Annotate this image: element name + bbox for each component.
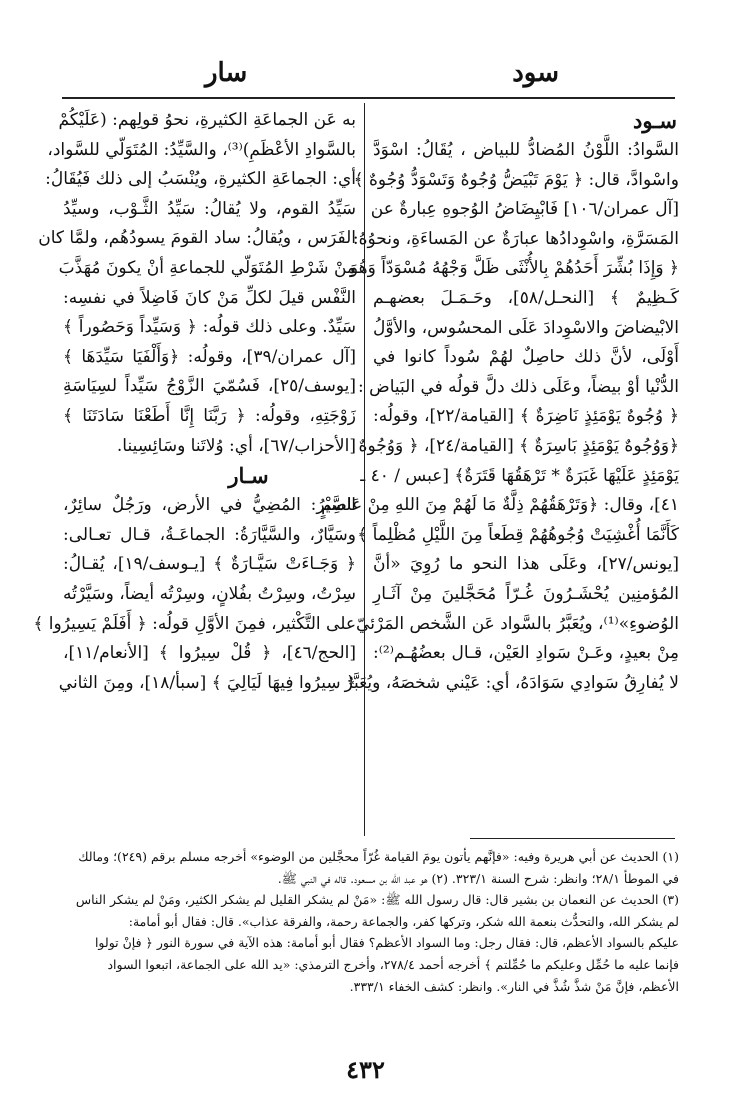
text-line: ﴿وَوُجُوهٌ يَوْمَئِذٍ بَاسِرَةٌ ﴾ [القيامة/٢٤]، ﴿ وَوُجُوهٌ <box>358 435 679 456</box>
text-line: السَّوادُ: اللَّوْنُ المُضادُّ للبياض ، يُقَالُ: اسْوَدَّ <box>373 140 679 160</box>
text-line: أَوْلَى، لأنَّ ذلك حاصِلٌ لهُمْ سُوداً كانوا في <box>373 347 679 368</box>
text-line: السَّيْرُ: المُضِيُّ في الأرض، ورَجُلٌ سائِرٌ، <box>63 495 356 516</box>
text-line: [يوسف/٢٥]، فَسُمّيَ الزَّوْجُ سَيِّداً لسِيَاسَةِ <box>63 376 356 397</box>
text-line: المَسَرَّةِ، واسْوِدادُها عبارَةٌ عن المَساءَةِ، ونحوُهُ: <box>352 228 679 249</box>
text-line: [الأحزاب/٦٧]، أي: وُلاتَنا وسَائِسِينا. <box>116 435 356 456</box>
column-divider <box>364 103 365 836</box>
footnote-line: (٣) الحديث عن النعمان بن بشير قال: قال رسول الله ﷺ: «مَنْ لم يشكر القليل لم يشكر الكثير، ومَنْ لم يشكر الناس <box>75 892 679 908</box>
page-header <box>60 58 677 96</box>
footnote-line: لم يشكر الله، والتحدُّث بنعمة الله شكر، وتركها كفر، والجماعة رحمة، والفرقة عذاب». قال: فقال أبو أمامة: <box>128 913 679 929</box>
text-line: بالسَّوادِ الأعْظَمِ)⁽³⁾، والسَّيِّدُ: المُتَوَلّي للسَّواد، <box>47 139 356 160</box>
text-line: الوُضوءِ»⁽¹⁾، ويُعَبَّرُ بالسَّواد عَن الشَّخص المَرْئيّ <box>356 613 679 634</box>
entry-title-sawad: سـود <box>633 108 677 133</box>
text-line: سَيِّدُ القوم، ولا يُقالُ: سَيِّدُ الثَّـوْب، وسيِّدُ <box>63 198 356 219</box>
text-line: مِنْ بعيدٍ، وعَـنْ سَوادِ العَيْن، قـال بعضُهُـم⁽²⁾: <box>373 643 679 664</box>
text-line: ﴿ سِيرُوا فِيهَا لَيَالِيَ ﴾ [سبأ/١٨]، ومِنَ الثاني <box>58 672 356 693</box>
header-root-right: سود <box>512 58 559 88</box>
footnote-line: في الموطأ ٢٨/١؛ وانظر: شرح السنة ٣٢٣/١. (٢) هو عبد الله بن مسعود. قاله في النبي ﷺ. <box>277 870 679 886</box>
footnote-rule <box>470 838 675 839</box>
text-line: سِرْتُ، وسِرْتُ بفُلانٍ، وسِرْتُه أيضاً، وسَيَّرْتُه <box>63 583 356 604</box>
text-line: زَوْجَتِهِ، وقولُه: ﴿ رَبَّنَا إِنَّا أَطَعْنَا سَادَتَنَا ﴾ <box>63 405 356 426</box>
footnotes <box>59 846 679 997</box>
text-line: واسْوادَّ، قال: ﴿ يَوْمَ تَبْيَضُّ وُجُوهٌ وَتَسْوَدُّ وُجُوهٌ ﴾ <box>353 169 679 190</box>
text-line: [آل عمران/٣٩]، وقولُه: ﴿وَأَلْفَيَا سَيِّدَهَا ﴾ <box>63 346 356 367</box>
text-line: أي: الجماعَةِ الكثيرةِ، ويُنْسَبُ إلى ذلك فَيُقَالُ: <box>45 169 356 190</box>
text-line: ﴿ وَإِذَا بُشِّرَ أَحَدُهُمْ بِالأُنْثَى ظَلَّ وَجْهُهُ مُسْوَدّاً وَهُوَ <box>349 258 679 279</box>
text-line: وسَيَّارٌ، والسَّيَّارَةُ: الجماعَـةُ، قـال تعـالى: <box>63 524 356 545</box>
entry-title-sar: سـار <box>228 463 269 489</box>
text-line: [يونس/٢٧]، وعَلَى هذا النحو ما رُوِيَ «أنَّ <box>373 554 679 575</box>
left-column <box>33 106 356 836</box>
footnote-line: (١) الحديث عن أبي هريرة وفيه: «فإنَّهم يأتون يومَ القيامة غُرّاً محجَّلين من الوضوء» أخرجه مسلم برقم (٢٤٩)؛ ومالك <box>78 849 679 864</box>
text-line: على التَّكْثير، فمِنَ الأوَّلِ قولُه: ﴿ أَفَلَمْ يَسِيرُوا ﴾ <box>33 613 356 634</box>
text-line: كَأَنَّمَا أُغْشِيَتْ وُجُوهُهُمْ قِطَعاً مِنَ اللَّيْلِ مُظْلِماً ﴾ <box>357 524 679 545</box>
text-line: كَـظِيمٌ ﴾ [النحـل/٥٨]، وحَـمَـلَ بعضهـم <box>373 287 679 308</box>
text-line: لا يُفارِقُ سَوادِي سَوَادَهُ، أي: عَيْني شخصَهُ، ويُعَبَّرُ <box>344 672 679 693</box>
text-line: الدُّنْيا أوْ بيضاً، وعَلَى ذلك دلَّ قولُه في البَياض : <box>358 376 679 397</box>
text-line: يَوْمَئِذٍ عَلَيْهَا غَبَرَةٌ * تَرْهَقُهَا قَتَرَةٌ﴾ [عبس / ٤٠ ـ <box>360 465 679 486</box>
header-root-left: سار <box>205 58 248 88</box>
text-line: ﴿ وَجَـاءَتْ سَيَّـارَةٌ ﴾ [يـوسف/١٩]، يُقـالُ: <box>63 554 356 575</box>
text-line: مِنْ شَرْطِ المُتَوَلّي للجماعةِ أنْ يكونَ مُهَذَّبَ <box>58 257 356 278</box>
right-column <box>321 106 679 836</box>
text-line: الابْيضاضَ والاسْوِدادَ عَلَى المحسُوس، والأوَّلُ <box>373 317 679 338</box>
text-line: سَيِّدٌ. وعلى ذلك قولُه: ﴿ وَسَيِّداً وَحَصُوراً ﴾ <box>63 317 356 338</box>
text-line: الفَرَس ، ويُقالُ: ساد القومَ يسودُهُم، ولمَّا كان <box>38 228 356 249</box>
text-line: المُؤمنِين يُحْشَـرُونَ غُـرّاً مُحَجَّلينَ مِنْ آثَـارِ <box>373 583 679 604</box>
text-line: ٤١]، وقال: ﴿وَتَرْهَقُهُمْ ذِلَّةٌ مَا لَهُمْ مِنَ اللهِ مِنْ عَاصِمٍ <box>321 495 679 516</box>
footnote-line: الأعظم، فإنَّ مَنْ شذَّ شُذَّ في النار». وانظر: كشف الخفاء ٣٣٣/١. <box>349 978 679 994</box>
page-number: ٤٣٢ <box>346 1055 385 1084</box>
text-line: [آل عمران/١٠٦] فَابْيِضَاضُ الوُجوهِ عِبارةٌ عن <box>370 199 679 220</box>
header-rule <box>62 97 675 99</box>
text-line: النَّفْس قيلَ لكلِّ مَنْ كانَ فَاضِلاً في نفسِه: <box>63 287 356 308</box>
text-line: [الحج/٤٦]، ﴿ قُلْ سِيرُوا ﴾ [الأنعام/١١]، <box>63 643 356 664</box>
footnote-line: عليكم بالسواد الأعظم، قال: فقال رجل: وما السواد الأعظم؟ فقال أبو أمامة: هذه الآية في سورة النور ﴿ فإنْ تولوا <box>94 935 679 951</box>
footnote-line: فإنما عليه ما حُمِّل وعليكم ما حُمِّلتم ﴾ أخرجه أحمد ٢٧٨/٤، وأخرج الترمذي: «يد الله على الجماعة، اتبعوا السواد <box>107 956 679 972</box>
text-line: به عَن الجماعَةِ الكثيرةِ، نحوُ قولِهم: (عَلَيْكُمْ <box>58 110 356 130</box>
text-line: ﴿ وُجُوهٌ يَوْمَئِذٍ نَاضِرَةٌ ﴾ [القيامة/٢٢]، وقولُه: <box>373 406 679 427</box>
